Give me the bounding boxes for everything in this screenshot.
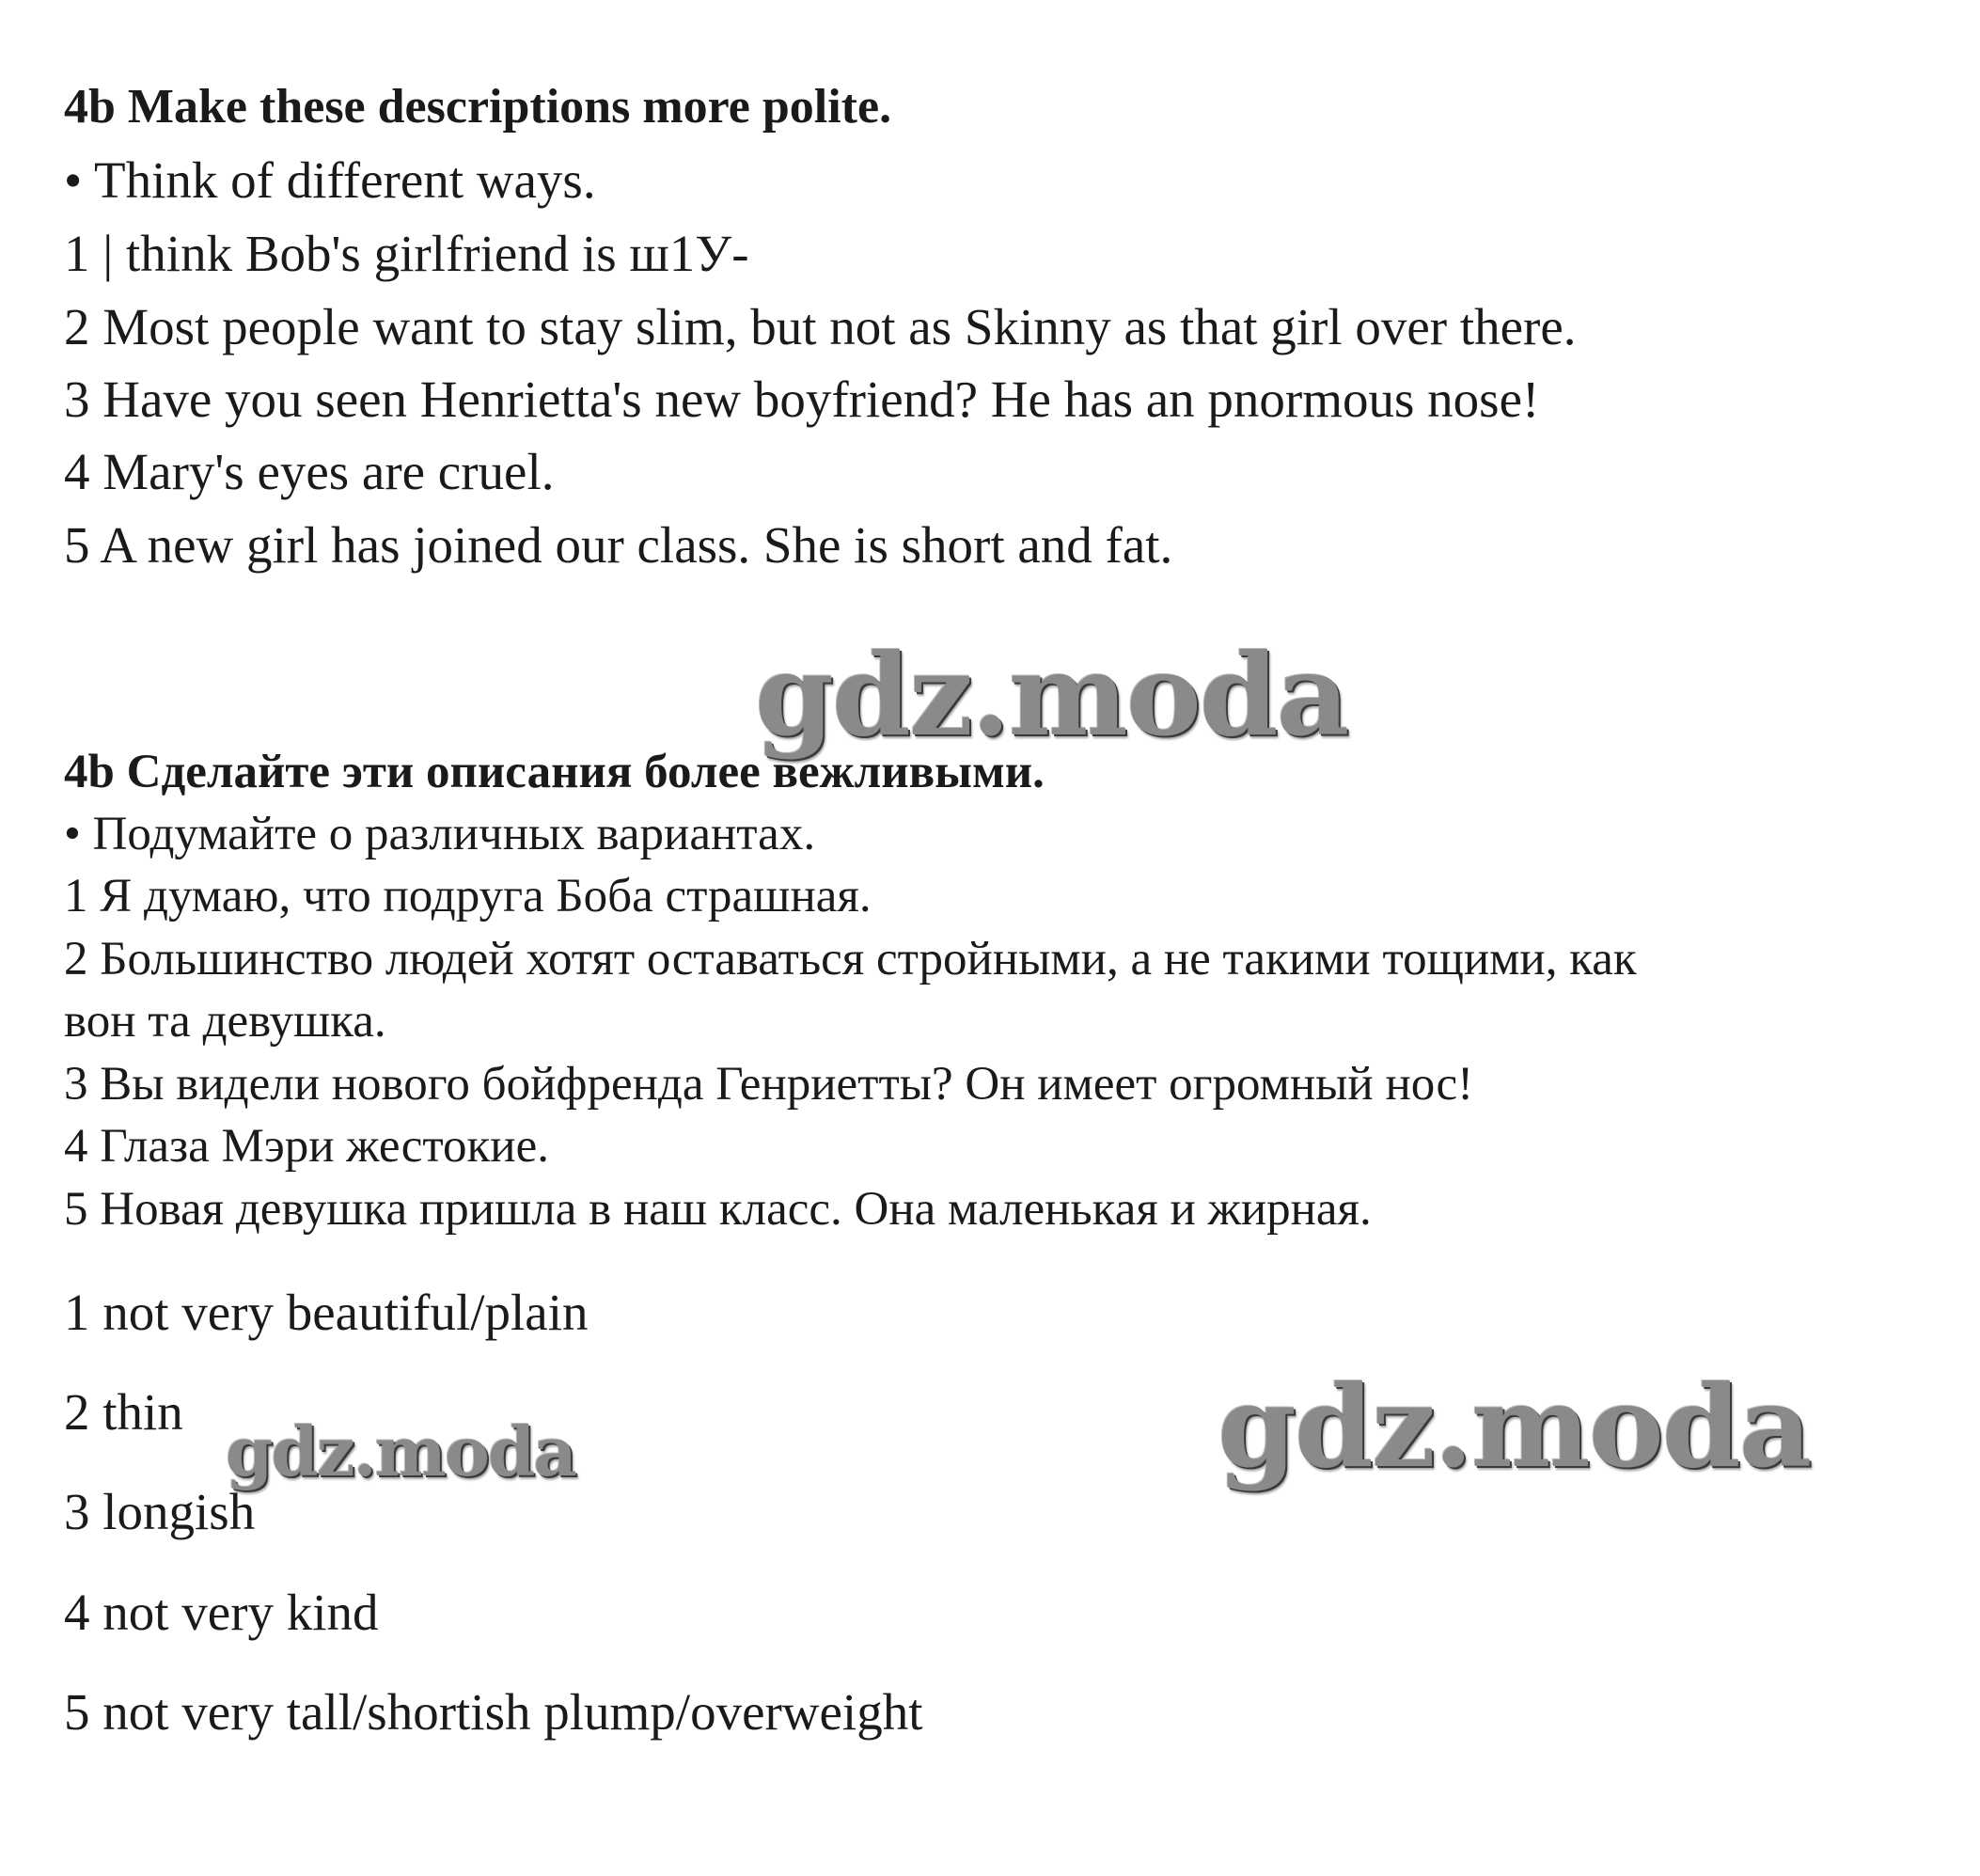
english-item-5: 5 A new girl has joined our class. She is short and fat. — [64, 516, 1173, 574]
watermark-logo: gdz.moda — [226, 1411, 575, 1491]
russian-item-4: 4 Глаза Мэри жестокие. — [64, 1120, 549, 1173]
watermark-logo: gdz.moda — [1218, 1361, 1811, 1493]
english-instruction: • Think of different ways. — [64, 151, 596, 209]
russian-instruction: • Подумайте о различных вариантах. — [64, 808, 816, 860]
english-heading: 4b Make these descriptions more polite. — [64, 80, 892, 134]
russian-heading: 4b Сделайте эти описания более вежливыми. — [64, 746, 1045, 798]
watermark-logo: gdz.moda — [755, 629, 1348, 762]
answer-3: 3 longish — [64, 1483, 256, 1540]
english-item-3: 3 Have you seen Henrietta's new boyfriend? He has an pnormous nose! — [64, 370, 1540, 428]
russian-item-5: 5 Новая девушка пришла в наш класс. Она маленькая и жирная. — [64, 1183, 1372, 1236]
russian-item-3: 3 Вы видели нового бойфренда Генриетты? Он имеет огромный нос! — [64, 1058, 1474, 1111]
russian-item-2: 2 Большинство людей хотят оставаться стройными, а не такими тощими, как — [64, 933, 1637, 985]
english-item-1: 1 | think Bob's girlfriend is ш1У- — [64, 225, 749, 282]
answer-1: 1 not very beautiful/plain — [64, 1284, 589, 1341]
russian-item-2-continued: вон та девушка. — [64, 995, 386, 1048]
answer-4: 4 not very kind — [64, 1584, 379, 1641]
answer-5: 5 not very tall/shortish plump/overweight — [64, 1683, 923, 1741]
answer-2: 2 thin — [64, 1383, 183, 1441]
english-item-4: 4 Mary's eyes are cruel. — [64, 443, 555, 500]
english-item-2: 2 Most people want to stay slim, but not as Skinny as that girl over there. — [64, 298, 1577, 355]
russian-item-1: 1 Я думаю, что подруга Боба страшная. — [64, 870, 872, 922]
